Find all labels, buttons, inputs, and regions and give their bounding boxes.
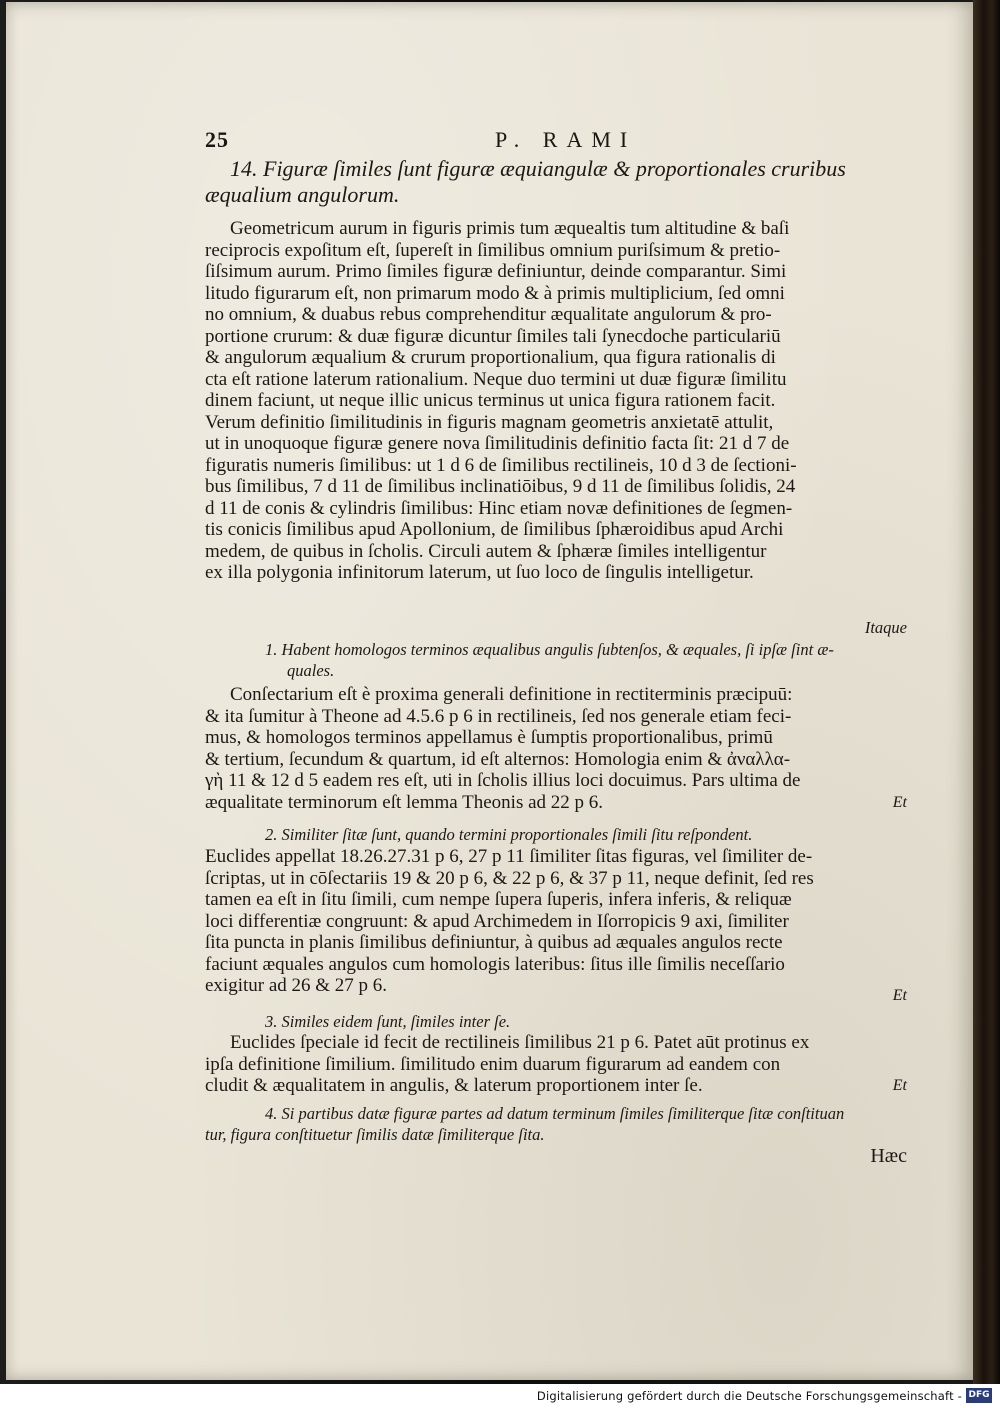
text-line: medem, de quibus in ſcholis. Circuli autem & ſphæræ ſimiles intelligentur [205,540,767,562]
text-line: litudo figurarum eſt, non primarum modo & à primis multiplicium, ſed omni [205,282,785,304]
text-line: no omnium, & duabus rebus comprehenditur æqualitate angulorum & pro- [205,304,772,325]
text-line: Euclides ſpeciale id fecit de rectilineis ſimilibus 21 p 6. Patet aūt protinus ex [230,1032,810,1053]
text-line: ut in unoquoque figuræ genere nova ſimilitudinis definitio facta ſit: 21 d 7 de [205,433,790,454]
text-line: ſiſsimum aurum. Primo ſimiles figuræ definiuntur, deinde comparantur. Simi [205,261,787,282]
catchword-et-1 [205,792,907,814]
text-line: Conſectarium eſt è proxima generali definitione in rectiterminis præcipuū: [230,684,793,705]
text-line: ſita puncta in planis ſimilibus definiuntur, à quibus ad æquales angulos recte [205,932,783,953]
paragraph-3 [205,846,907,997]
text-line: γὴ 11 & 12 d 5 eadem res eſt, uti in ſcholis illius loci docuimus. Pars ultima de [205,770,801,791]
text-line: tur, figura conſtituetur ſimilis datæ ſimiliterque ſita. [205,1125,545,1144]
catchword: Hæc [870,1145,907,1167]
page-header [205,127,895,153]
text-line: æqualium angulorum. [205,182,400,207]
text-line: 14. Figuræ ſimiles ſunt figuræ æquiangulæ & proportionales cruribus [230,156,846,181]
text-line: & ita ſumitur à Theone ad 4.5.6 p 6 in rectilineis, ſed nos generale etiam feci- [205,705,792,727]
text-line: tis conicis ſimilibus apud Apollonium, de ſimilibus ſphæroidibus apud Archi [205,519,784,540]
text-line: cta eſt ratione laterum rationalium. Neque duo termini ut duæ figuræ ſimilitu [205,368,787,390]
text-line: 4. Si partibus datæ figuræ partes ad datum terminum ſimiles ſimiliterque ſitæ conſtituan [265,1104,845,1123]
corollary-1 [205,639,907,681]
text-line: Euclides appellat 18.26.27.31 p 6, 27 p 11 ſimiliter ſitas figuras, vel ſimiliter de- [205,846,813,867]
text-line: bus ſimilibus, 7 d 11 de ſimilibus inclinatiōibus, 9 d 11 de ſimilibus ſolidis, 24 [205,476,796,497]
catchword: Et [892,987,907,1004]
text-line: & tertium, ſecundum & quartum, id eſt alternos: Homologia enim & ἀναλλα- [205,748,791,770]
text-line: faciunt æquales angulos cum homologis lateribus: ſitus ille ſimilis neceſſario [205,953,785,975]
text-line: & angulorum æqualium & crurum proportionalium, qua figura rationalis di [205,347,776,368]
corollary-2 [205,824,907,845]
text-line: reciprocis expoſitum eſt, ſupereſt in ſimilibus omnium puriſsimum & pretio- [205,239,781,261]
text-line: d 11 de conis & cylindris ſimilibus: Hinc etiam novæ definitiones de ſegmen- [205,497,793,519]
text-line: ſcriptas, ut in cōſectariis 19 & 20 p 6, & 22 p 6, & 37 p 11, neque definit, ſed res [205,867,814,889]
text-line: 2. Similiter ſitæ ſunt, quando termini proportionales ſimili ſitu reſpondent. [265,825,753,844]
text-line: ex illa polygonia infinitorum laterum, ut ſuo loco de ſingulis intelligetur. [205,562,754,583]
dfg-logo: DFG [966,1388,992,1403]
catchword-haec [205,1146,907,1168]
catchword: Et [892,1077,907,1094]
text-line: Geometricum aurum in figuris primis tum æquealtis tum altitudine & baſi [230,218,790,239]
text-line: 3. Similes eidem ſunt, ſimiles inter ſe. [265,1012,511,1031]
text-line: figuratis numeris ſimilibus: ut 1 d 6 de ſimilibus rectilineis, 10 d 3 de ſectioni- [205,454,797,476]
text-line: 1. Habent homologos terminos æqualibus angulis ſubtenſos, & æquales, ſi ipſæ ſint æ- [265,640,834,659]
text-line: æqualitate terminorum eſt lemma Theonis ad 22 p 6. [205,791,604,813]
page-number: 25 [205,127,229,152]
catchword: Itaque [864,618,907,637]
text-line: ipſa definitione ſimilium. ſimilitudo enim duarum figurarum ad eandem con [205,1053,781,1075]
catchword-et-2 [205,985,907,1007]
corollary-3 [205,1011,907,1032]
catchword: Et [892,794,907,811]
text-line: Verum definitio ſimilitudinis in figuris magnam geometris anxietatē attulit, [205,411,774,433]
text-line: mus, & homologos terminos appellamus è ſumptis proportionalibus, primū [205,727,773,748]
running-head: P. RAMI [495,127,637,152]
text-line: tamen ea eſt in ſitu ſimili, cum nempe ſupera ſuperis, infera inferis, & reliquæ [205,889,792,910]
text-line: dinem faciunt, ut neque illic unicus terminus ut unica figura rationem facit. [205,390,776,411]
text-line: loci differentiæ congruunt: & apud Archimedem in Iſorropicis 9 axi, ſimiliter [205,910,789,932]
text-line: exigitur ad 26 & 27 p 6. [205,975,388,996]
book-spine [973,0,1000,1384]
catchword-itaque [205,617,907,638]
theorem-14 [205,156,907,208]
corollary-4 [205,1103,907,1145]
text-line: cludit & æqualitatem in angulis, & laterum proportionem inter ſe. [205,1075,703,1096]
text-line: portione crurum: & duæ figuræ dicuntur ſimiles tali ſynecdoche particulariū [205,325,781,347]
funding-credit: Digitalisierung gefördert durch die Deutsche Forschungsgemeinschaft - [536,1389,962,1403]
text-line: quales. [287,661,335,680]
catchword-et-3 [205,1075,907,1097]
footer-bar [0,1384,1000,1408]
paragraph-1 [205,218,907,584]
